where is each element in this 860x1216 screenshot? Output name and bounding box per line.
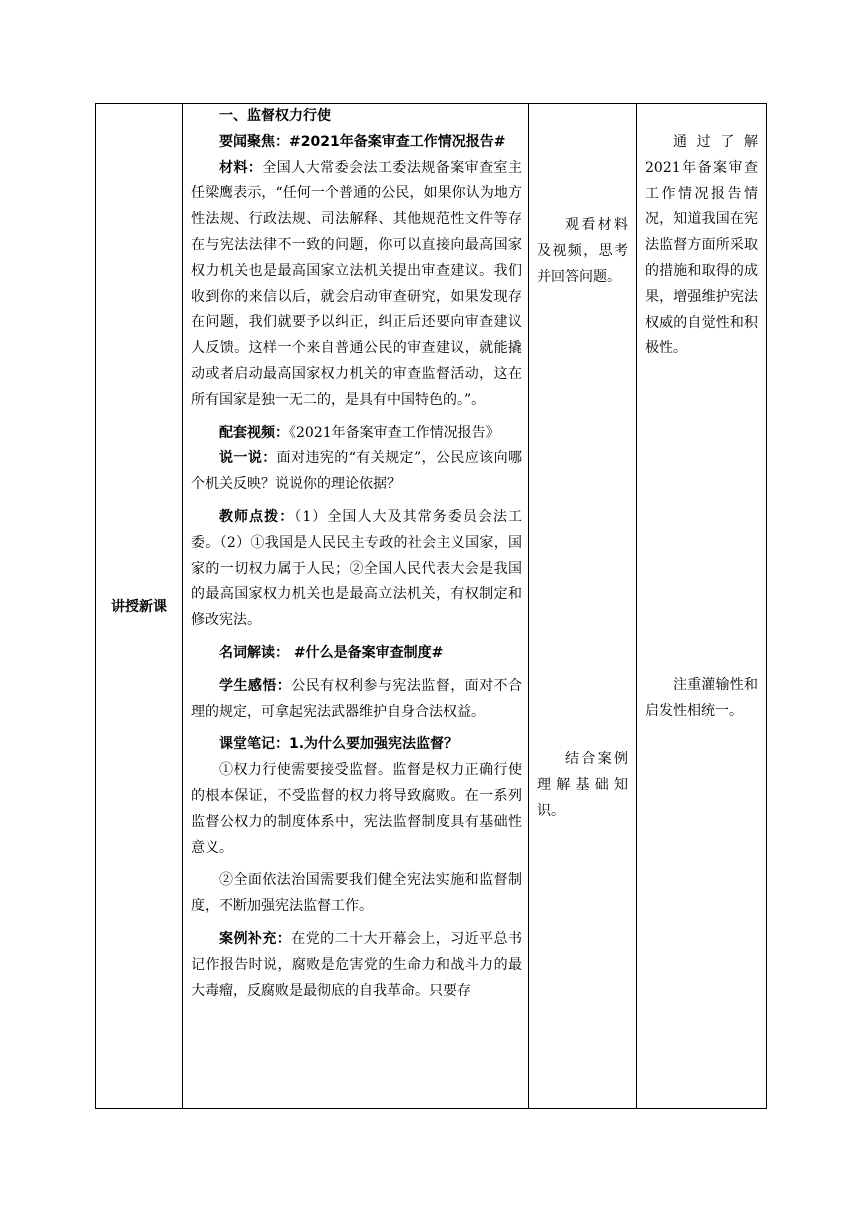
material-paragraph: 材料：全国人大常委会法工委法规备案审查室主任梁鹰表示，“任何一个普通的公民，如果你认为地方性法规、行政法规、司法解释、其他规范性文件等存在与宪法法律不一致的问题，你可以直接向最高国家权力机关也是最高国家立法机关提出审查建议。我们收到你的来信以后，就会启动审查研究，如果发现存在问题，我们就要予以纠正，纠正后还要向审查建议人反馈。这样一个来自普通公民的审查建议，就能撬动或者启动最高国家权力机关的审查监督活动，这在所有国家是独一无二的，是具有中国特色的。”。 [191, 159, 523, 408]
content-box [183, 104, 528, 1004]
discuss-paragraph: 说一说：面对违宪的“有关规定”，公民应该向哪个机关反映？说说你的理论依据？ [191, 450, 522, 493]
point-1-paragraph: ①权力行使需要接受监督。监督是权力正确行使的根本保证，不受监督的权力将导致腐败。在一系列监督公权力的制度体系中，宪法监督制度具有基础性意义。 [191, 762, 522, 856]
student-paragraph: 学生感悟：公民有权利参与宪法监督，面对不合理的规定，可拿起宪法武器维护自身合法权益。 [191, 677, 522, 720]
content-cell [183, 104, 529, 1109]
intent-2: 注重灌输性和启发性相统一。 [645, 677, 758, 719]
point-2-paragraph: ②全面依法治国需要我们健全宪法实施和监督制度，不断加强宪法监督工作。 [191, 872, 522, 915]
activity-box [529, 104, 636, 825]
intent-box [637, 104, 766, 725]
activity-cell [529, 104, 637, 1109]
teacher-paragraph: 教师点拨：（1）全国人大及其常务委员会法工委。（2）①我国是人民民主专政的社会主义国家，国家的一切权力属于人民；②全国人民代表大会是我国的最高国家权力机关也是最高立法机关，有权制定和修改宪法。 [191, 508, 522, 629]
intent-1: 通过了解2021年备案审查工作情况报告情况，知道我国在宪法监督方面所采取的措施和取得的成果，增强维护宪法权威的自觉性和积极性。 [645, 134, 758, 357]
section-heading: 一、监督权力行使 [219, 108, 331, 124]
activity-1: 观看材料及视频，思考并回答问题。 [537, 217, 628, 285]
notes-paragraph: 课堂笔记：1.为什么要加强宪法监督？ [219, 736, 459, 753]
stage-cell [96, 104, 183, 1109]
stage-label: 讲授新课 [111, 599, 167, 615]
lesson-plan-table [95, 103, 767, 1109]
video-paragraph: 配套视频：《2021年备案审查工作情况报告》 [219, 424, 500, 441]
table-row [96, 104, 767, 1109]
activity-2: 结合案例理解基础知识。 [537, 751, 628, 819]
case-paragraph: 案例补充：在党的二十大开幕会上，习近平总书记作报告时说，腐败是危害党的生命力和战斗力的最大毒瘤，反腐败是最彻底的自我革命。只要存 [191, 930, 522, 999]
intent-cell [637, 104, 767, 1109]
term-paragraph: 名词解读： #什么是备案审查制度# [219, 644, 444, 661]
news-paragraph: 要闻聚焦：#2021年备案审查工作情况报告# [219, 133, 506, 150]
